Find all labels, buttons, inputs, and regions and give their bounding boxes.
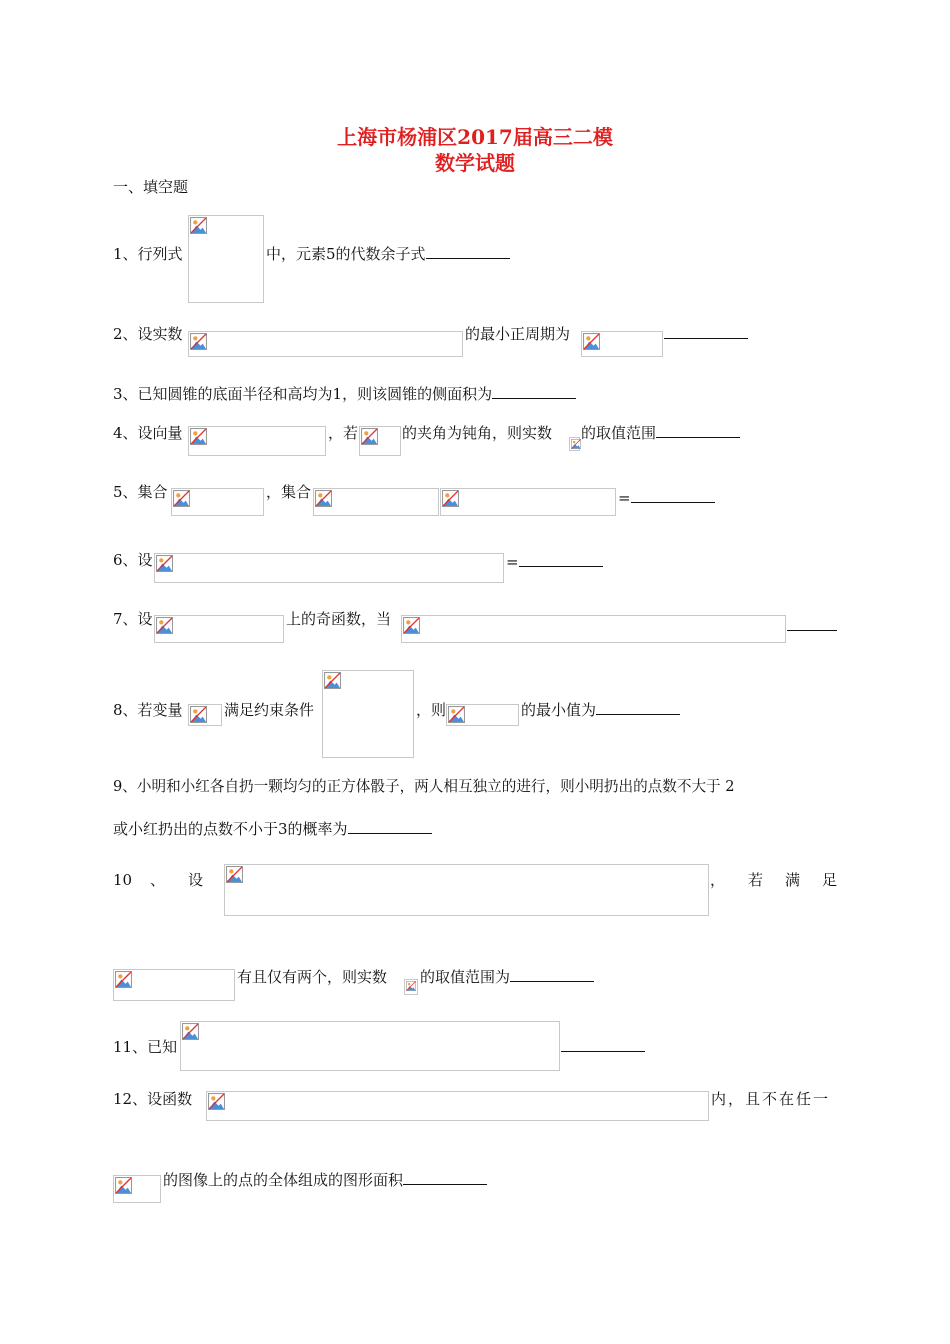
question-10-punct: 、 [150,871,166,889]
broken-image-icon [156,555,173,572]
formula-image [224,864,709,916]
formula-image [188,704,222,726]
broken-image-icon [190,333,207,350]
question-7-text-a: 上的奇函数，当 [286,610,392,628]
broken-image-icon [208,1093,225,1110]
answer-blank [664,324,748,339]
answer-blank [519,552,603,567]
broken-image-icon [361,428,378,445]
page-subtitle: 数学试题 [435,151,515,175]
question-6-text-eq: = [506,551,603,573]
answer-blank [348,819,432,834]
question-8-text-b: ，则 [416,701,447,719]
question-12-label: 12、设函数 [113,1090,193,1108]
formula-image [569,437,580,451]
question-10-word: 足 [822,871,838,889]
question-4-text-a: ，若 [328,424,359,442]
question-5-label: 5、集合 [113,483,168,501]
section-heading: 一、填空题 [113,178,189,196]
question-4-text-b: 的夹角为钝角，则实数 [402,424,553,442]
question-10-text-a: 有且仅有两个，则实数 [237,968,388,986]
answer-blank [561,1037,645,1052]
answer-blank [596,700,680,715]
formula-image [313,488,439,516]
answer-blank [492,384,576,399]
question-12-text-a: 内，且不在任一 [711,1090,831,1108]
broken-image-icon [190,217,207,234]
question-9-line-2: 或小红扔出的点数不小于3的概率为 [113,818,432,840]
broken-image-icon [324,672,341,689]
question-12-text-b: 的图像上的点的全体组成的图形面积 [163,1169,487,1191]
broken-image-icon [115,971,132,988]
formula-image [404,979,418,995]
question-8-label: 8、若变量 [113,701,183,719]
broken-image-icon [571,439,581,449]
formula-image [154,553,504,583]
answer-blank [510,967,594,982]
answer-blank [787,616,837,631]
answer-blank [631,488,715,503]
question-11-label: 11、已知 [113,1038,178,1056]
question-2-label: 2、设实数 [113,325,183,343]
formula-image [188,331,463,357]
formula-image [401,615,786,643]
broken-image-icon [403,617,420,634]
question-5-text-a: ，集合 [266,483,312,501]
broken-image-icon [115,1177,132,1194]
question-10-text-b: 的取值范围为 [420,966,594,988]
broken-image-icon [442,490,459,507]
question-9-line-1: 9、小明和小红各自扔一颗均匀的正方体骰子，两人相互独立的进行，则小明扔出的点数不大于 2 [113,778,735,795]
answer-blank [403,1170,487,1185]
broken-image-icon [583,333,600,350]
broken-image-icon [226,866,243,883]
formula-image [113,969,235,1001]
question-1-label: 1、行列式 [113,245,183,263]
formula-image [440,488,616,516]
question-1-text: 中，元素5的代数余子式 [266,243,510,265]
question-3-text: 3、已知圆锥的底面半径和高均为1，则该圆锥的侧面积为 [113,383,576,405]
formula-image [322,670,414,758]
formula-image [154,615,284,643]
formula-image [359,426,401,456]
question-10-word: 满 [785,871,801,889]
broken-image-icon [315,490,332,507]
page-title: 上海市杨浦区2017届高三二模 [337,125,613,149]
question-8-text-c: 的最小值为 [521,699,680,721]
question-10-number: 10 [113,871,133,889]
formula-image [188,426,326,456]
question-8-text-a: 满足约束条件 [224,701,315,719]
question-6-label: 6、设 [113,551,153,569]
question-10-word: 若 [748,871,764,889]
question-2-text: 的最小正周期为 [465,325,571,343]
broken-image-icon [190,706,207,723]
question-10-label: 设 [188,871,204,889]
question-4-label: 4、设向量 [113,424,183,442]
broken-image-icon [173,490,190,507]
question-5-text-eq: = [618,487,715,509]
broken-image-icon [190,428,207,445]
broken-image-icon [448,706,465,723]
broken-image-icon [156,617,173,634]
broken-image-icon [182,1023,199,1040]
answer-blank [426,244,510,259]
formula-image [113,1175,161,1203]
formula-image [171,488,264,516]
question-10-comma: ， [710,871,726,889]
answer-blank [656,423,740,438]
question-4-text-c: 的取值范围 [581,422,740,444]
formula-image [180,1021,560,1071]
broken-image-icon [406,981,416,991]
formula-image [446,704,519,726]
formula-image [581,331,663,357]
question-7-label: 7、设 [113,610,153,628]
formula-image [206,1091,709,1121]
formula-image [188,215,264,303]
